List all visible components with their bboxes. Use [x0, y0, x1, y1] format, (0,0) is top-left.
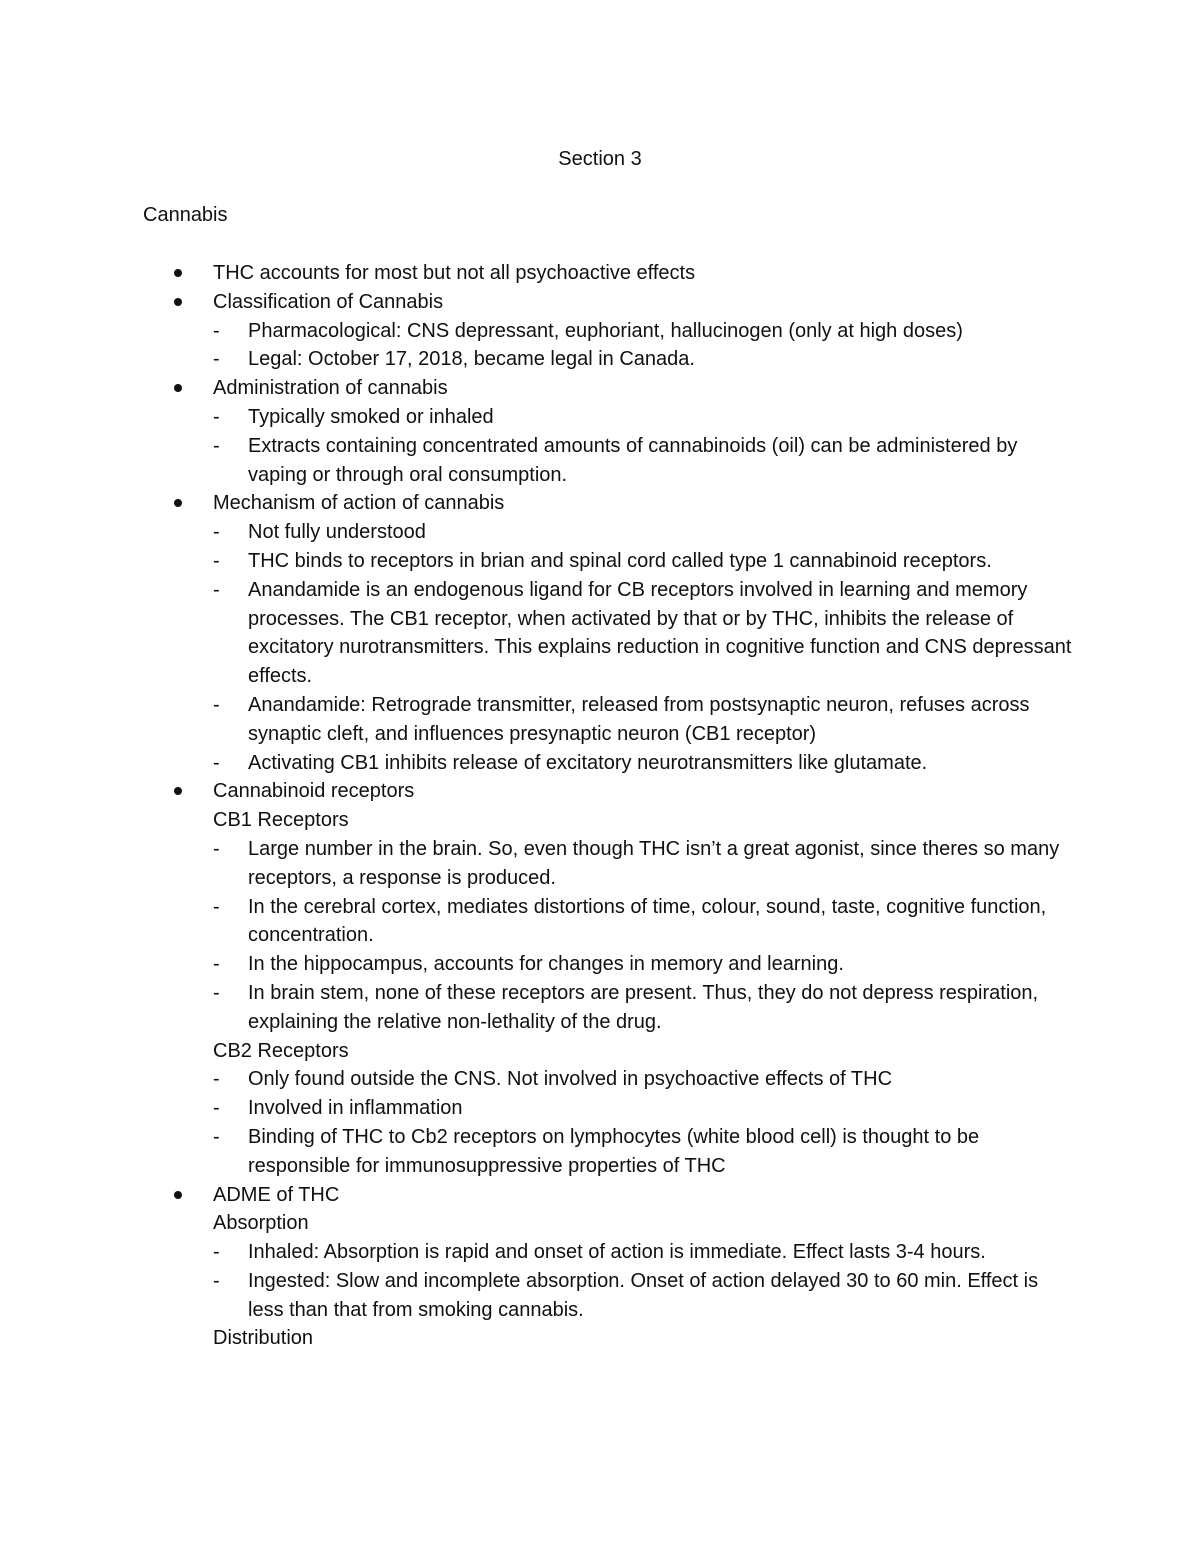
dash-item	[143, 1238, 1073, 1267]
dash-marker-icon: -	[213, 1097, 220, 1120]
bullet-text: Administration of cannabis	[213, 377, 448, 400]
dash-item	[143, 979, 1073, 1037]
dash-marker-icon: -	[213, 895, 220, 918]
bullet-dot-icon	[174, 787, 182, 795]
dash-text: Extracts containing concentrated amounts of cannabinoids (oil) can be administered by vaping or through oral consumption.	[248, 434, 1018, 486]
bullet-text: THC accounts for most but not all psychoactive effects	[213, 262, 696, 284]
bullet-dot-icon	[174, 384, 182, 392]
subheading	[143, 1037, 1073, 1066]
dash-marker-icon: -	[213, 1068, 220, 1091]
dash-item	[143, 1094, 1073, 1123]
dash-item	[143, 749, 1073, 778]
subheading	[143, 1324, 1073, 1353]
bullet-text: Cannabinoid receptors	[213, 780, 415, 803]
bullet-text: ADME of THC	[213, 1183, 340, 1206]
bullet-item	[143, 288, 1073, 317]
dash-text: Ingested: Slow and incomplete absorption. Onset of action delayed 30 to 60 min. Effect is less than that from smoking cannabis.	[248, 1269, 1039, 1321]
dash-item	[143, 547, 1073, 576]
dash-marker-icon: -	[213, 1241, 220, 1264]
dash-item	[143, 893, 1073, 951]
subheading-text: Absorption	[213, 1212, 309, 1235]
dash-text: Involved in inflammation	[248, 1097, 463, 1120]
dash-text: Anandamide: Retrograde transmitter, released from postsynaptic neuron, refuses across synaptic cleft, and influences presynaptic neuron (CB1 receptor)	[248, 693, 1030, 745]
dash-item	[143, 835, 1073, 893]
dash-marker-icon: -	[213, 693, 220, 716]
bullet-item	[143, 259, 1073, 288]
dash-marker-icon: -	[213, 953, 220, 976]
dash-text: Typically smoked or inhaled	[248, 405, 494, 428]
bullet-text: Classification of Cannabis	[213, 290, 444, 313]
dash-text: In brain stem, none of these receptors are present. Thus, they do not depress respiration, explaining the relative non-lethality of the drug.	[248, 981, 1039, 1033]
subheading-text: Distribution	[213, 1327, 314, 1350]
dash-text: Inhaled: Absorption is rapid and onset of action is immediate. Effect lasts 3-4 hours.	[248, 1241, 986, 1264]
section-heading: Cannabis	[143, 204, 228, 226]
dash-item	[143, 576, 1073, 691]
bullet-dot-icon	[174, 499, 182, 507]
bullet-item	[143, 777, 1073, 806]
dash-item	[143, 518, 1073, 547]
dash-text: Binding of THC to Cb2 receptors on lymphocytes (white blood cell) is thought to be responsible for immunosuppressive properties of THC	[248, 1125, 980, 1177]
dash-text: Not fully understood	[248, 521, 426, 544]
dash-text: THC binds to receptors in brian and spinal cord called type 1 cannabinoid receptors.	[248, 549, 992, 572]
dash-item	[143, 432, 1073, 490]
page-title: Section 3	[558, 148, 642, 170]
bullet-dot-icon	[174, 1191, 182, 1199]
dash-marker-icon: -	[213, 751, 220, 774]
dash-marker-icon: -	[213, 549, 220, 572]
dash-marker-icon: -	[213, 348, 220, 371]
bullet-item	[143, 489, 1073, 518]
dash-marker-icon: -	[213, 1125, 220, 1148]
dash-text: Pharmacological: CNS depressant, euphoriant, hallucinogen (only at high doses)	[248, 319, 963, 342]
dash-item	[143, 1267, 1073, 1325]
dash-marker-icon: -	[213, 405, 220, 428]
dash-marker-icon: -	[213, 981, 220, 1004]
dash-text: Activating CB1 inhibits release of excitatory neurotransmitters like glutamate.	[248, 751, 928, 774]
dash-text: In the cerebral cortex, mediates distortions of time, colour, sound, taste, cognitive function, concentration.	[248, 895, 1047, 947]
subheading	[143, 806, 1073, 835]
dash-marker-icon: -	[213, 578, 220, 601]
dash-marker-icon: -	[213, 521, 220, 544]
notes-list	[143, 259, 1073, 1353]
dash-item	[143, 950, 1073, 979]
dash-item	[143, 1123, 1073, 1181]
subheading-text: CB2 Receptors	[213, 1039, 349, 1062]
bullet-item	[143, 1181, 1073, 1210]
dash-marker-icon: -	[213, 837, 220, 860]
dash-item	[143, 345, 1073, 374]
dash-item	[143, 691, 1073, 749]
bullet-dot-icon	[174, 269, 182, 277]
dash-marker-icon: -	[213, 434, 220, 457]
dash-marker-icon: -	[213, 319, 220, 342]
dash-item	[143, 403, 1073, 432]
dash-text: In the hippocampus, accounts for changes in memory and learning.	[248, 953, 844, 976]
dash-item	[143, 1065, 1073, 1094]
bullet-dot-icon	[174, 298, 182, 306]
dash-marker-icon: -	[213, 1269, 220, 1292]
dash-text: Only found outside the CNS. Not involved in psychoactive effects of THC	[248, 1068, 893, 1091]
dash-item	[143, 317, 1073, 346]
dash-text: Anandamide is an endogenous ligand for CB receptors involved in learning and memory processes. The CB1 receptor, when activated by that or by THC, inhibits the release of excitatory nurotransmitters. This explains reduction in cognitive function and CNS depressant effects.	[248, 578, 1072, 688]
dash-text: Large number in the brain. So, even though THC isn’t a great agonist, since theres so many receptors, a response is produced.	[248, 837, 1060, 889]
dash-text: Legal: October 17, 2018, became legal in Canada.	[248, 348, 695, 371]
bullet-text: Mechanism of action of cannabis	[213, 492, 505, 515]
subheading	[143, 1209, 1073, 1238]
bullet-item	[143, 374, 1073, 403]
subheading-text: CB1 Receptors	[213, 809, 349, 832]
